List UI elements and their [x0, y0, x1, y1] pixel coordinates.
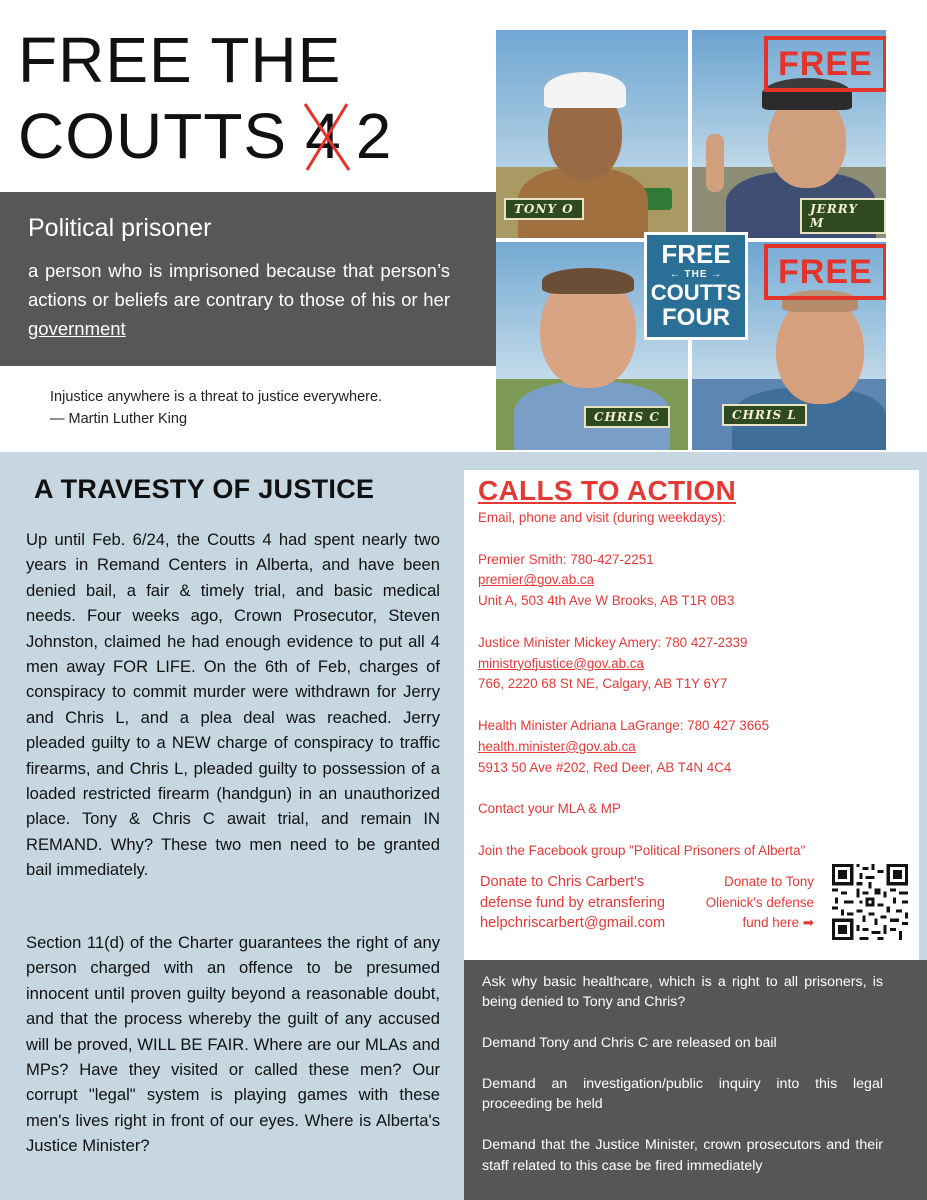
article-paragraph-2: Section 11(d) of the Charter guarantees the right of any person charged with an offence to be presumed innocent until proven guilty beyond a reasonable doubt, and that the process whereby the guilt of any accused will be proved, WILL BE FAIR. Where are our MLAs and MPs? Have they visited or called these men? Our corrupt "legal" system is playing games with these men's lives right in front of our eyes. Where is Alberta's Justice Minister? [26, 933, 440, 1156]
health-address: 5913 50 Ave #202, Red Deer, AB T4N 4C4 [478, 759, 732, 775]
title-line-1: FREE THE [18, 24, 342, 96]
label-chris-l: CHRIS L [722, 404, 807, 426]
justice-minister-phone: Justice Minister Mickey Amery: 780 427-2339 [478, 634, 748, 650]
free-stamp-jerry: FREE [764, 36, 886, 92]
title-line-2 [18, 98, 488, 174]
label-tony: TONY O [504, 198, 584, 220]
calls-to-action-panel [464, 470, 919, 960]
logo-four: FOUR [662, 304, 730, 331]
free-the-coutts-four-logo [644, 232, 748, 340]
premier-phone: Premier Smith: 780-427-2251 [478, 551, 654, 567]
article-heading: A TRAVESTY OF JUSTICE [34, 474, 375, 504]
demands-panel [464, 960, 927, 1200]
donate-tony-link[interactable]: Donate to Tony Olienick's defense fund here ➡ [705, 874, 814, 931]
premier-address: Unit A, 503 4th Ave W Brooks, AB T1R 0B3 [478, 593, 735, 609]
title-new-number: 2 [355, 100, 393, 172]
logo-coutts: COUTTS [650, 280, 742, 305]
definition-heading: Political prisoner [28, 214, 212, 242]
lower-section [0, 452, 927, 1200]
demand-inquiry: Demand an investigation/public inquiry into this legal proceeding be held [482, 1076, 883, 1113]
logo-free: FREE [661, 239, 731, 269]
free-stamp-chris-l: FREE [764, 244, 886, 300]
demand-bail: Demand Tony and Chris C are released on bail [482, 1035, 777, 1052]
justice-address: 766, 2220 68 St NE, Calgary, AB T1Y 6Y7 [478, 676, 728, 692]
mlk-quote [50, 386, 470, 430]
struck-number-text: 4 [305, 100, 342, 172]
definition-text [28, 256, 450, 343]
donate-row [480, 872, 910, 942]
photo-jerry [692, 30, 886, 238]
red-strike-x-icon [299, 100, 355, 172]
quote-attribution: — Martin Luther King [50, 411, 188, 427]
contact-mla-text: Contact your MLA & MP [478, 801, 621, 817]
government-link[interactable]: government [28, 318, 126, 339]
premier-email-link[interactable]: premier@gov.ab.ca [478, 572, 595, 588]
label-chris-c: CHRIS C [584, 406, 670, 428]
cta-intro: Email, phone and visit (during weekdays): [478, 510, 726, 525]
page-title [18, 22, 488, 174]
title-coutts-word: COUTTS [18, 100, 288, 172]
definition-band [0, 192, 496, 366]
label-jerry: JERRY M [800, 198, 886, 234]
article-paragraph-1: Up until Feb. 6/24, the Coutts 4 had spent nearly two years in Remand Centers in Alberta, and have been denied bail, a fair & timely trial, and basic medical needs. Four weeks ago, Crown Prosecutor, Steven Johnston, claimed he had enough evidence to put all 4 men away FOR LIFE. On the 6th of Feb, charges of conspiracy to commit murder were withdrawn for Jerry and Chris L, and a plea deal was reached. Jerry pleaded guilty to a NEW charge of conspiracy to traffic firearms, and Chris L, pleaded guilty to possession of a loaded restricted firearm (handgun) in an unauthorized place. Tony & Chris C await trial, and remain IN REMAND. Why? These two men need to be granted bail immediately. [26, 530, 440, 880]
definition-body: a person who is imprisoned because that person’s actions or beliefs are contrary to those of his or her [28, 260, 450, 310]
qr-code-icon[interactable] [832, 864, 908, 940]
donate-chris-text: Donate to Chris Carbert's defense fund by etransfering helpchriscarbert@gmail.com [480, 874, 666, 932]
quote-text: Injustice anywhere is a threat to justice everywhere. [50, 389, 383, 405]
cta-heading: CALLS TO ACTION [478, 475, 737, 506]
coutts-four-photo [496, 30, 886, 450]
demand-fired: Demand that the Justice Minister, crown prosecutors and their staff related to this case be fired immediately [482, 1137, 883, 1174]
demand-healthcare: Ask why basic healthcare, which is a right to all prisoners, is being denied to Tony and Chris? [482, 974, 883, 1011]
health-email-link[interactable]: health.minister@gov.ab.ca [478, 738, 636, 754]
facebook-group-text: Join the Facebook group "Political Prisoners of Alberta" [478, 842, 806, 858]
health-minister-phone: Health Minister Adriana LaGrange: 780 427 3665 [478, 717, 770, 733]
logo-the: ← THE → [669, 269, 723, 280]
justice-email-link[interactable]: ministryofjustice@gov.ab.ca [478, 655, 644, 671]
struck-number [305, 98, 342, 174]
photo-tony [496, 30, 688, 238]
